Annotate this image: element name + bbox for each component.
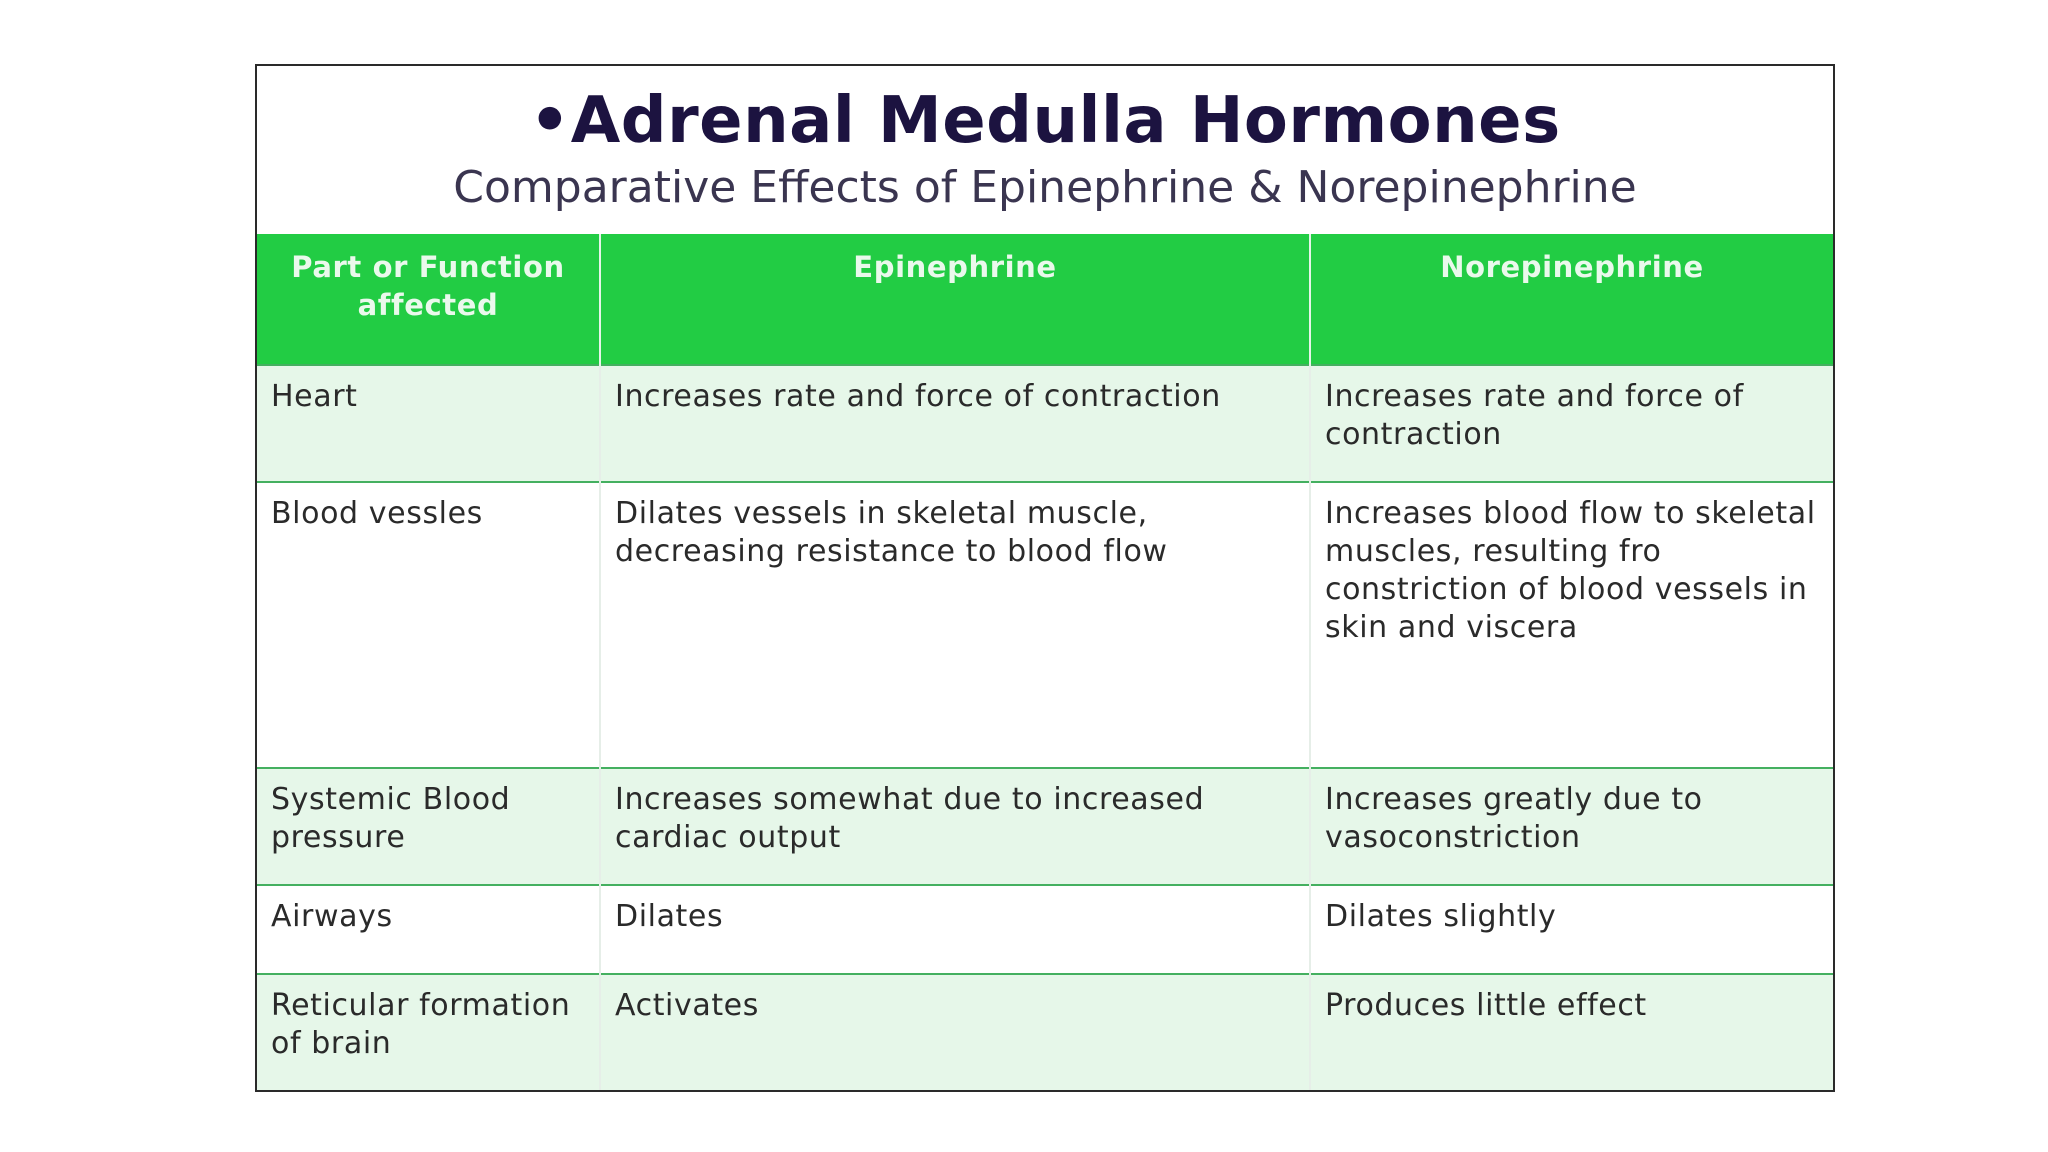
table-row: [257, 365, 1833, 482]
cell-norepinephrine: Produces little effect: [1310, 974, 1833, 1090]
cell-epinephrine: Increases rate and force of contraction: [600, 365, 1310, 482]
slide-subtitle: Comparative Effects of Epinephrine & Norepinephrine: [453, 162, 1637, 213]
cell-norepinephrine: Dilates slightly: [1310, 885, 1833, 974]
cell-norepinephrine: Increases greatly due to vasoconstriction: [1310, 768, 1833, 885]
header-norepinephrine: Norepinephrine: [1310, 234, 1833, 365]
header-part-or-function: Part or Function affected: [257, 234, 600, 365]
cell-part: Airways: [257, 885, 600, 974]
cell-epinephrine: Increases somewhat due to increased cardiac output: [600, 768, 1310, 885]
cell-part: Reticular formation of brain: [257, 974, 600, 1090]
table-row: [257, 885, 1833, 974]
cell-part: Systemic Blood pressure: [257, 768, 600, 885]
header-row: [257, 234, 1833, 365]
slide: [255, 64, 1835, 1092]
cell-epinephrine: Dilates vessels in skeletal muscle, decreasing resistance to blood flow: [600, 482, 1310, 768]
cell-epinephrine: Dilates: [600, 885, 1310, 974]
table-row: [257, 974, 1833, 1090]
slide-title: •Adrenal Medulla Hormones: [529, 84, 1561, 158]
cell-norepinephrine: Increases blood flow to skeletal muscles, resulting fro constriction of blood vessels in skin and viscera: [1310, 482, 1833, 768]
header-epinephrine: Epinephrine: [600, 234, 1310, 365]
table-header: [257, 234, 1833, 365]
cell-epinephrine: Activates: [600, 974, 1310, 1090]
cell-norepinephrine: Increases rate and force of contraction: [1310, 365, 1833, 482]
comparison-table: [257, 234, 1833, 1090]
table-row: [257, 768, 1833, 885]
cell-part: Heart: [257, 365, 600, 482]
cell-part: Blood vessles: [257, 482, 600, 768]
table-row: [257, 482, 1833, 768]
table-body: [257, 365, 1833, 1090]
